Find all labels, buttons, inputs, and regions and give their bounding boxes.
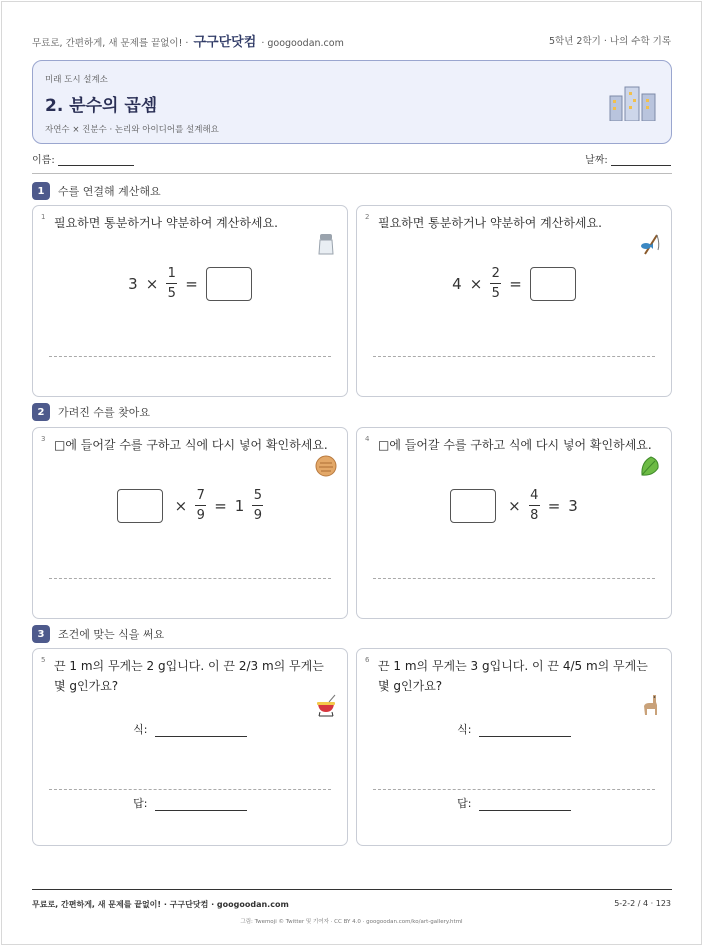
denominator: 9 [196, 508, 205, 523]
fraction [166, 266, 177, 301]
llama-icon [639, 693, 661, 717]
page-title: 2. 분수의 곱셈 [45, 96, 158, 116]
section-2-header [32, 403, 150, 421]
answer-blank[interactable] [155, 800, 247, 811]
answer-box[interactable] [530, 267, 576, 301]
expression-line [33, 721, 347, 737]
expression-label: 식: [133, 723, 148, 736]
problem-number: 2 [365, 213, 370, 221]
city-buildings-icon [609, 85, 657, 121]
answer-blank[interactable] [479, 800, 571, 811]
numerator: 1 [167, 266, 176, 281]
fraction-bar [166, 283, 177, 284]
fraction-bar [529, 505, 540, 506]
section-3-header [32, 625, 164, 643]
dashed-divider [373, 789, 655, 790]
problem-card-2 [356, 205, 672, 397]
expression-label: 식: [457, 723, 472, 736]
name-date-row [32, 151, 671, 167]
answer-label: 답: [133, 797, 148, 810]
fishing-pole-icon [639, 232, 661, 256]
dashed-divider [49, 578, 331, 579]
dashed-divider [49, 789, 331, 790]
section-title: 가려진 수를 찾아요 [58, 406, 151, 419]
dashed-divider [373, 578, 655, 579]
problem-prompt: 끈 1 m의 무게는 2 g입니다. 이 끈 2/3 m의 무게는 몇 g인가요? [54, 659, 324, 693]
problem-number: 6 [365, 656, 370, 664]
result-numerator: 5 [253, 488, 262, 503]
whole-number: 3 [128, 274, 138, 293]
header-brand: 구구단닷컴 [193, 34, 257, 50]
divider [32, 173, 672, 174]
multiply-sign: × [145, 274, 159, 293]
section-number: 1 [32, 182, 50, 200]
section-number: 3 [32, 625, 50, 643]
multiply-sign: × [174, 496, 188, 515]
dashed-divider [373, 356, 655, 357]
equation [357, 488, 671, 523]
fraction [195, 488, 206, 523]
answer-line [357, 795, 671, 811]
footer-tagline: 무료로, 간편하게, 새 문제를 끝없이! · 구구단닷컴 · googoodan.com [32, 900, 289, 909]
problem-number: 3 [41, 435, 46, 443]
problem-prompt: □에 들어갈 수를 구하고 식에 다시 넣어 확인하세요. [54, 438, 328, 452]
fraction-bar [252, 505, 263, 506]
footer [32, 899, 671, 910]
flatbread-icon [315, 454, 337, 478]
numerator: 2 [491, 266, 500, 281]
expression-blank[interactable] [155, 726, 247, 737]
equals-sign: = [509, 274, 522, 293]
numerator: 7 [196, 488, 205, 503]
multiply-sign: × [508, 496, 521, 515]
fraction [490, 266, 501, 301]
header-tagline: 무료로, 간편하게, 새 문제를 끝없이! · [32, 37, 189, 49]
name-blank[interactable] [58, 155, 134, 166]
image-credit: 그림: Twemoji © Twitter 및 기여자 · CC BY 4.0 · googoodan.com/ko/art-gallery.html [240, 919, 463, 925]
problem-card-4 [356, 427, 672, 619]
problem-number: 4 [365, 435, 370, 443]
missing-number-box[interactable] [450, 489, 496, 523]
section-title: 수를 연결해 계산해요 [58, 185, 161, 198]
equation [33, 488, 347, 523]
result-number: 3 [568, 496, 578, 515]
name-label: 이름: [32, 155, 55, 166]
top-header [32, 32, 671, 48]
equation [33, 266, 347, 301]
header-site: · googoodan.com [261, 37, 344, 49]
dashed-divider [49, 356, 331, 357]
problem-card-5 [32, 648, 348, 846]
equals-sign: = [214, 496, 227, 515]
equation [357, 266, 671, 301]
section-title: 조건에 맞는 식을 써요 [58, 628, 165, 641]
salt-shaker-icon [315, 232, 337, 256]
answer-label: 답: [457, 797, 472, 810]
name-field[interactable] [32, 151, 134, 167]
answer-box[interactable] [206, 267, 252, 301]
problem-prompt: 필요하면 통분하거나 약분하여 계산하세요. [378, 216, 602, 230]
problem-card-6 [356, 648, 672, 846]
fondue-icon [315, 693, 337, 717]
problem-prompt: □에 들어갈 수를 구하고 식에 다시 넣어 확인하세요. [378, 438, 652, 452]
denominator: 8 [530, 508, 539, 523]
header-left [32, 31, 344, 50]
multiply-sign: × [469, 274, 483, 293]
footer-divider [32, 889, 672, 890]
problem-number: 1 [41, 213, 46, 221]
denominator: 5 [167, 286, 176, 301]
problem-number: 5 [41, 656, 46, 664]
missing-number-box[interactable] [117, 489, 163, 523]
section-1-header [32, 182, 161, 200]
answer-line [33, 795, 347, 811]
result-whole: 1 [234, 496, 245, 515]
problem-prompt: 끈 1 m의 무게는 3 g입니다. 이 끈 4/5 m의 무게는 몇 g인가요? [378, 659, 648, 693]
problem-card-3 [32, 427, 348, 619]
footer-page-code: 5-2-2 / 4 · 123 [614, 899, 671, 908]
fraction [529, 488, 540, 523]
fraction-bar [195, 505, 206, 506]
leafy-green-icon [639, 454, 661, 478]
fraction-bar [490, 283, 501, 284]
equals-sign: = [547, 496, 561, 515]
whole-number: 4 [452, 274, 462, 293]
result-fraction [252, 488, 263, 523]
page-subtitle: 자연수 × 진분수 · 논리와 아이디어를 설계해요 [45, 125, 219, 135]
header-unit-info: 5학년 2학기 · 나의 수학 기록 [549, 36, 671, 47]
problem-card-1 [32, 205, 348, 397]
expression-line [357, 721, 671, 737]
date-blank[interactable] [611, 155, 671, 166]
numerator: 4 [530, 488, 539, 503]
denominator: 5 [491, 286, 500, 301]
section-number: 2 [32, 403, 50, 421]
expression-blank[interactable] [479, 726, 571, 737]
result-denominator: 9 [253, 508, 262, 523]
equals-sign: = [185, 274, 198, 293]
date-label: 날짜: [585, 155, 608, 166]
title-kicker: 미래 도시 설계소 [45, 75, 108, 85]
date-field[interactable] [585, 151, 671, 167]
title-box [32, 60, 672, 144]
problem-prompt: 필요하면 통분하거나 약분하여 계산하세요. [54, 216, 278, 230]
